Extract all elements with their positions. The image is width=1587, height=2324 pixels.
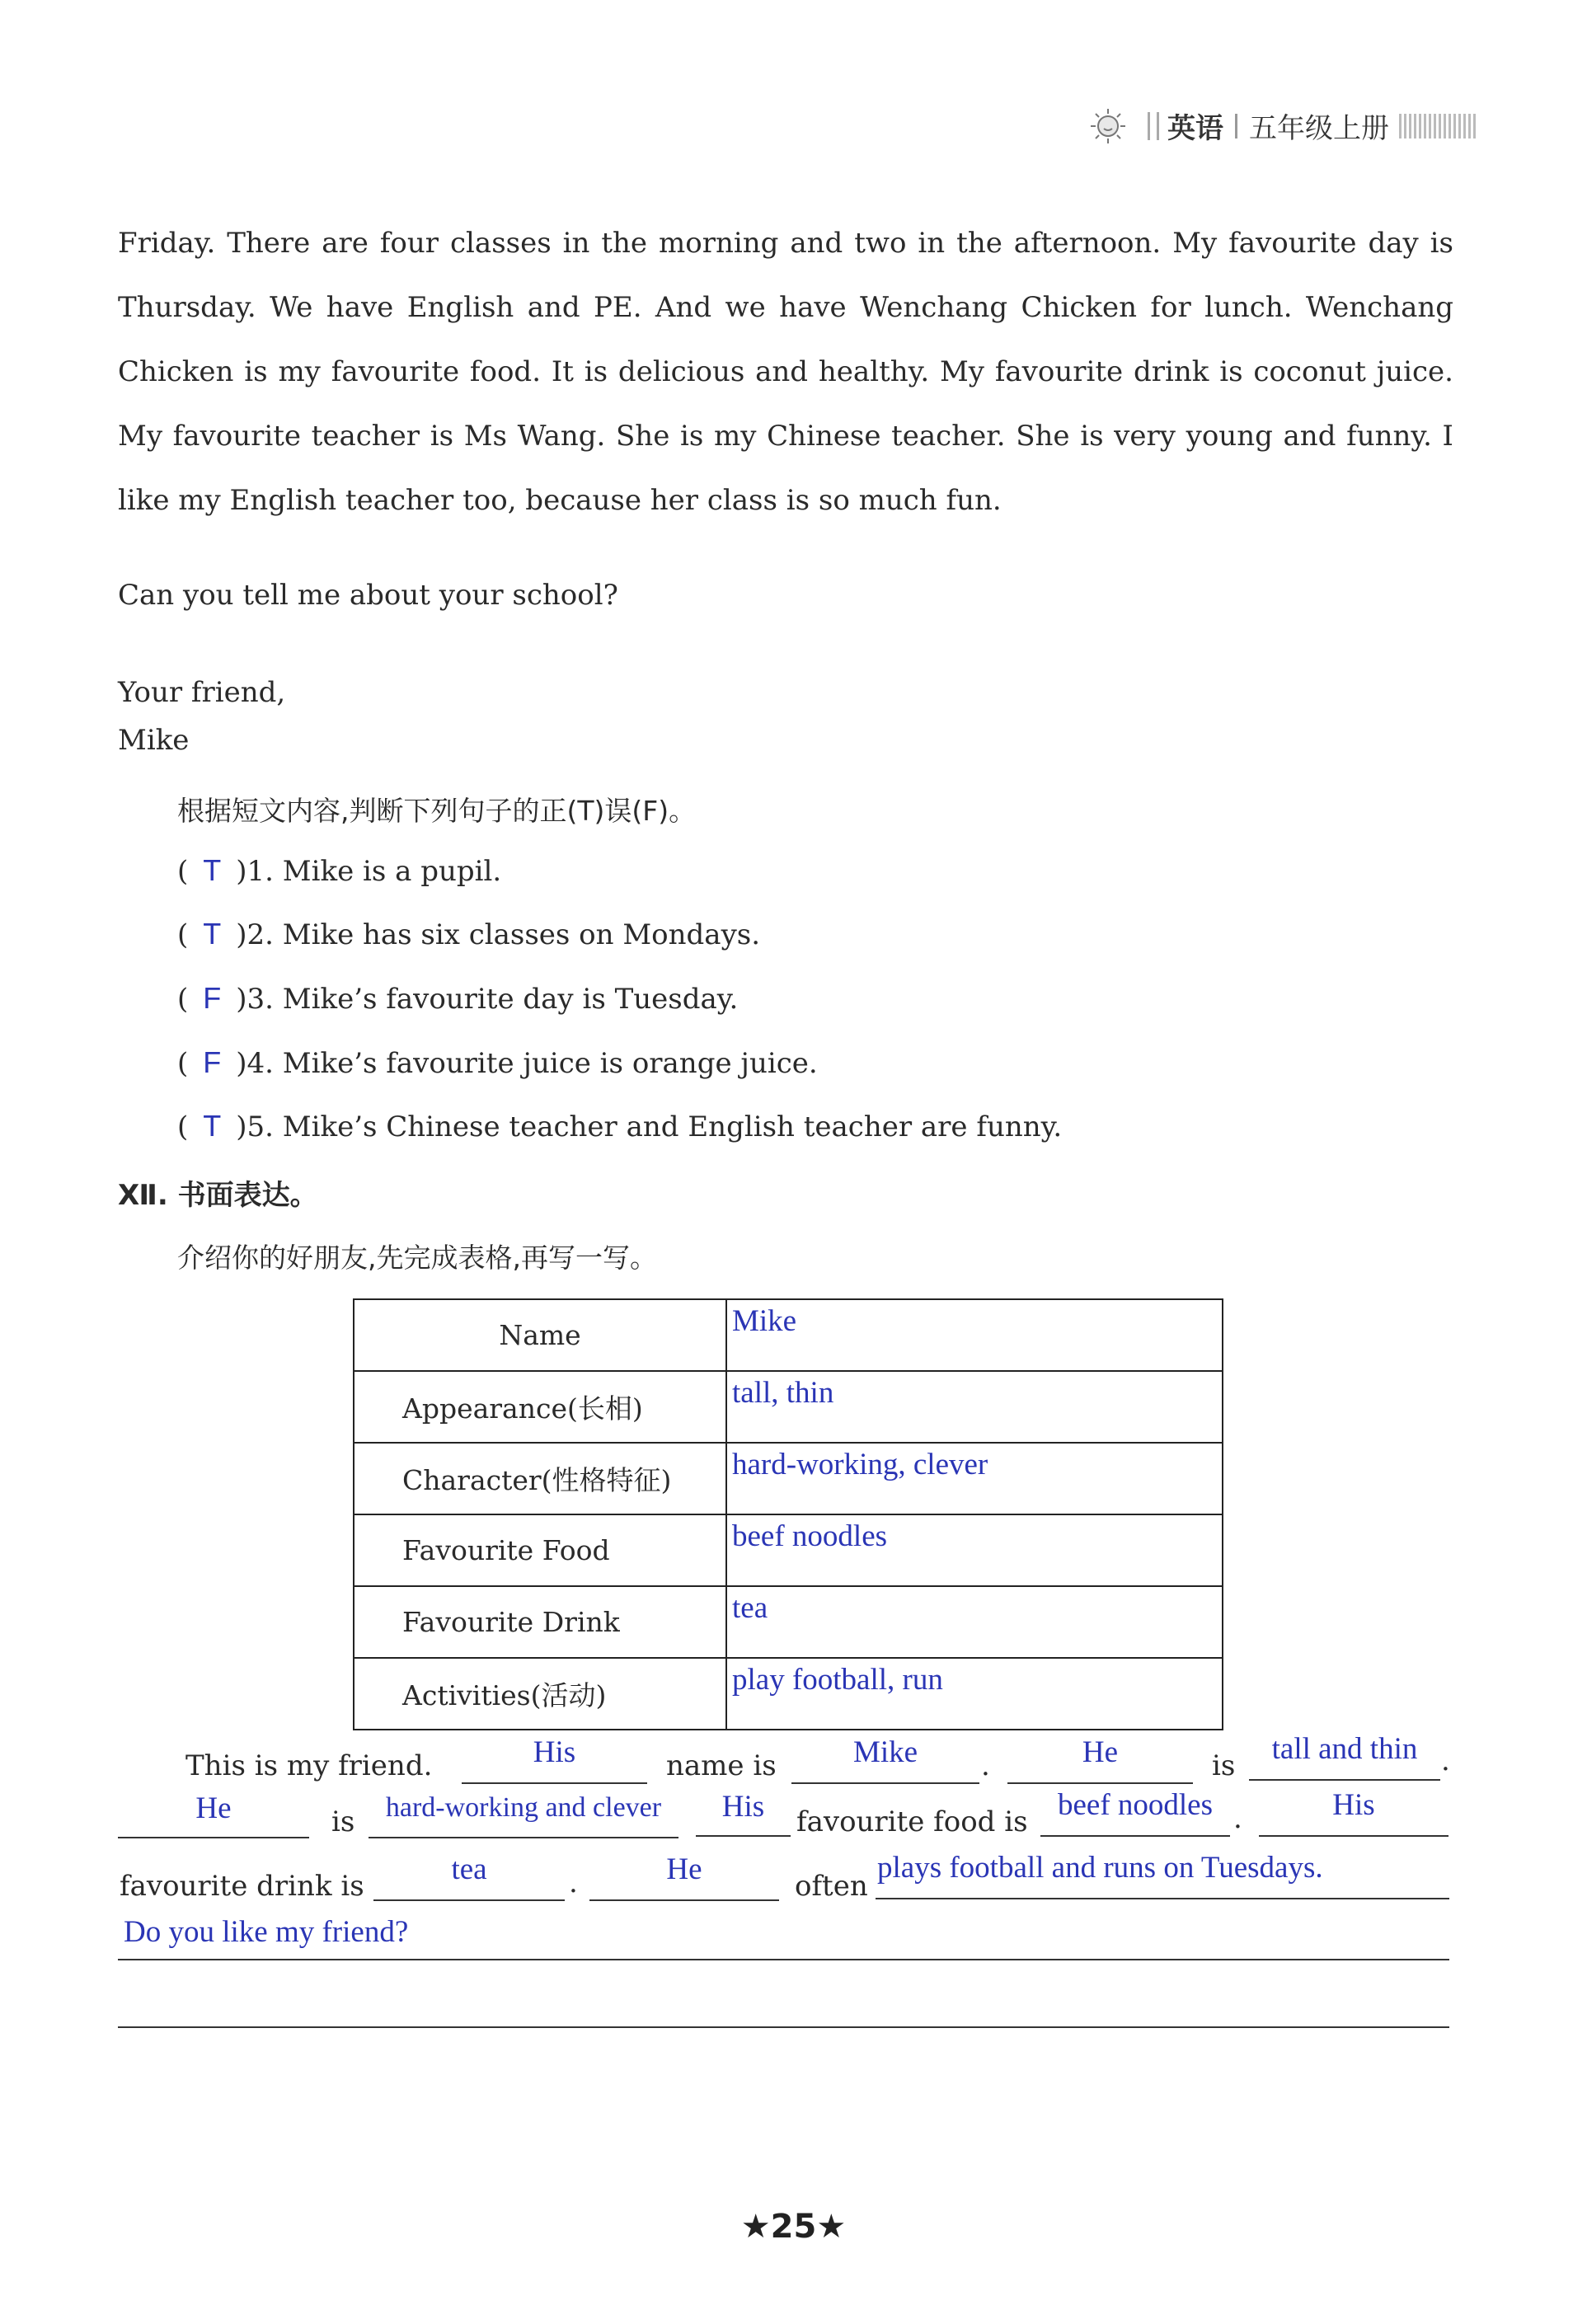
fill-answer[interactable]: He xyxy=(195,1791,232,1825)
header-divider xyxy=(1148,112,1159,140)
fill-answer[interactable]: tea xyxy=(451,1852,487,1886)
fill-text: favourite drink is xyxy=(120,1870,364,1903)
table-row xyxy=(354,1371,1223,1443)
header-separator xyxy=(1235,114,1237,139)
fill-answer[interactable]: His xyxy=(721,1790,765,1824)
exercise-instruction: 根据短文内容,判断下列句子的正(T)误(F)。 xyxy=(177,795,697,827)
table-label: Favourite Drink xyxy=(354,1586,726,1658)
tf-question-4: ( F )4. Mike’s favourite juice is orange juice. xyxy=(177,1045,818,1080)
table-row xyxy=(354,1586,1223,1658)
writing-line xyxy=(118,1959,1449,1960)
fill-text: This is my friend. xyxy=(185,1749,433,1782)
fill-answer[interactable]: beef noodles xyxy=(1057,1788,1214,1822)
table-label: Activities(活动) xyxy=(354,1658,726,1730)
letter-paragraph: Friday. There are four classes in the morning and two in the afternoon. My favourite day is Thursday. We have English and PE. And we have Wenchang Chicken for lunch. Wenchang Chicken is my favourite food. It is delicious and healthy. My favourite drink is coconut juice. My favourite teacher is Ms Wang. She is my Chinese teacher. She is very young and funny. I like my English teacher too, because her class is so much fun. xyxy=(118,227,1453,517)
fill-answer[interactable]: Do you like my friend? xyxy=(124,1915,409,1949)
fill-answer[interactable]: tall and thin xyxy=(1271,1732,1418,1766)
fill-period: . xyxy=(1233,1802,1242,1835)
page-number: ★25★ xyxy=(740,2208,847,2246)
header-subject: 英语 xyxy=(1167,112,1223,145)
fill-answer[interactable]: Mike xyxy=(852,1735,918,1769)
tf-answer-1[interactable]: T xyxy=(203,853,222,887)
tf-question-5: ( T )5. Mike’s Chinese teacher and English teacher are funny. xyxy=(177,1109,1063,1143)
letter-signature: Mike xyxy=(118,724,190,757)
table-label: Appearance(长相) xyxy=(354,1371,726,1443)
writing-line xyxy=(118,2026,1449,2028)
tf-question-1: ( T )1. Mike is a pupil. xyxy=(177,853,502,888)
fill-text: is xyxy=(331,1805,355,1838)
table-row xyxy=(354,1658,1223,1730)
fill-answer[interactable]: hard-working and clever xyxy=(385,1792,662,1823)
table-value-activities[interactable]: play football, run xyxy=(726,1658,1223,1730)
fill-answer[interactable]: He xyxy=(666,1852,702,1886)
fill-answer[interactable]: His xyxy=(1332,1788,1375,1822)
table-label: Favourite Food xyxy=(354,1514,726,1586)
section-title: Ⅻ. 书面表达。 xyxy=(118,1179,318,1212)
table-row xyxy=(354,1514,1223,1586)
fill-period: . xyxy=(1441,1744,1450,1777)
tf-question-2: ( T )2. Mike has six classes on Mondays. xyxy=(177,917,761,951)
table-value-drink[interactable]: tea xyxy=(726,1586,1223,1658)
fill-period: . xyxy=(569,1866,578,1899)
tf-answer-4[interactable]: F xyxy=(203,1045,222,1079)
table-row xyxy=(354,1299,1223,1371)
page-header xyxy=(1088,106,1478,146)
fill-answer[interactable]: plays football and runs on Tuesdays. xyxy=(877,1851,1323,1885)
tf-answer-2[interactable]: T xyxy=(203,917,222,951)
fill-answer[interactable]: His xyxy=(533,1735,576,1769)
letter-question: Can you tell me about your school? xyxy=(118,579,618,612)
writing-instruction: 介绍你的好朋友,先完成表格,再写一写。 xyxy=(177,1242,657,1274)
fill-text: is xyxy=(1212,1749,1236,1782)
tf-answer-3[interactable]: F xyxy=(203,981,222,1015)
table-label: Name xyxy=(354,1299,726,1371)
fill-text: often xyxy=(795,1870,868,1903)
fill-period: . xyxy=(981,1749,990,1782)
friend-info-table xyxy=(353,1298,1223,1730)
table-row xyxy=(354,1443,1223,1514)
table-value-character[interactable]: hard-working, clever xyxy=(726,1443,1223,1514)
header-grade: 五年级上册 xyxy=(1249,112,1389,145)
table-label: Character(性格特征) xyxy=(354,1443,726,1514)
fill-text: favourite food is xyxy=(796,1805,1028,1838)
fill-text: name is xyxy=(666,1749,777,1782)
tf-question-3: ( F )3. Mike’s favourite day is Tuesday. xyxy=(177,981,739,1016)
fill-answer[interactable]: He xyxy=(1082,1735,1119,1769)
letter-closing: Your friend, xyxy=(118,676,286,709)
table-value-name[interactable]: Mike xyxy=(726,1299,1223,1371)
header-pattern xyxy=(1399,114,1478,139)
table-value-food[interactable]: beef noodles xyxy=(726,1514,1223,1586)
tf-answer-5[interactable]: T xyxy=(203,1109,222,1143)
sun-mascot-icon xyxy=(1088,106,1128,146)
table-value-appearance[interactable]: tall, thin xyxy=(726,1371,1223,1443)
